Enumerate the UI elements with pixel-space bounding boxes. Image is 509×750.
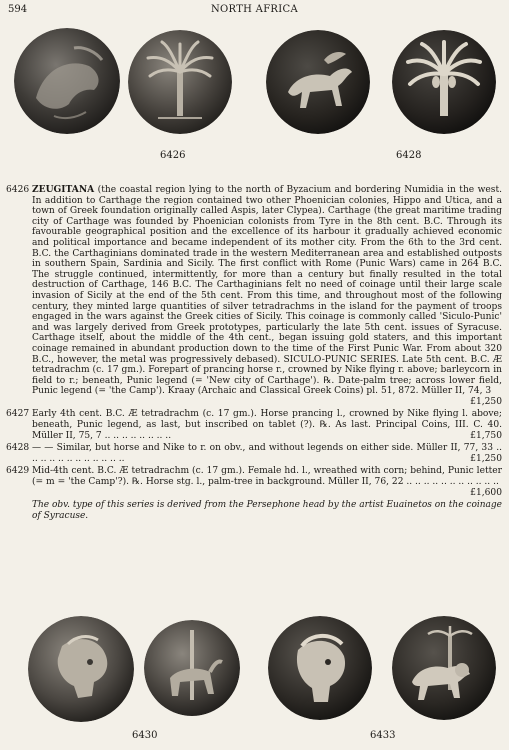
- coin-6430-obverse-image: [28, 616, 134, 722]
- series-caption: The obv. type of this series is derived from the Persephone head by the artist Euainetos on the coinage of Syracuse.: [32, 500, 502, 521]
- plate-label-6433: 6433: [370, 730, 396, 741]
- coin-6426-reverse-image: [128, 30, 232, 134]
- entry-number: 6429: [6, 466, 30, 477]
- entry-price: £1,750: [470, 430, 502, 441]
- catalogue-entry: [6, 409, 502, 441]
- coin-6428-obverse-image: [266, 30, 370, 134]
- catalogue-entry: [6, 443, 502, 464]
- coin-6428-reverse-image: [392, 30, 496, 134]
- catalogue-entry: [6, 185, 502, 407]
- entry-text: (the coastal region lying to the north of Byzacium and bordering Numidia in the west. In addition to Carthage the region contained two other Phoenician colonies, Hippo and Utica, and a town of Greek foundation originally called Aspis, later Clypea). Carthage (the great maritime trading city of Carthage was founded by Phoenician colonists from Tyre in the 8th cent. B.C. Through its favourable geographical position and the excellence of its harbour it gradually achieved economic and political importance and became independent of its mother city. From the 6th to the 3rd cent. B.C. the Carthaginians dominated trade in the western Mediterranean area and established outposts in southern Spain, Sardinia and Sicily. The first conflict with Rome (Punic Wars) came in 264 B.C. The struggle continued, intermittently, for more than a century but finally resulted in the total destruction of Carthage, 146 B.C. The Carthaginians felt no need of coinage until their large scale invasion of Sicily at the end of the 5th cent. From this time, and throughout most of the following century, they minted large quantities of silver tetradrachms in the island for the payment of troops engaged in the wars against the Greek cities of Sicily. This coinage is commonly called 'Siculo-Punic' and was largely derived from Greek prototypes, particularly the late 5th cent. issues of Syracuse. Carthage itself, about the middle of the 4th cent., began issuing gold staters, and this important coinage remained in abundant production down to the time of the First Punic War. From about 320 B.C., however, the metal was progressively debased). SICULO-PUNIC SERIES. Late 5th cent. B.C. Æ tetradrachm (c. 17 gm.). Forepart of prancing horse r., crowned by Nike flying r. above; barleycorn in field to r.; beneath, Punic legend (= 'New city of Carthage'). ℞. Date-palm tree; across lower field, Punic legend (= 'the Camp'). Kraay (Archaic and Classical Greek Coins) pl. 51, 872. Müller II, 74, 3: [32, 185, 502, 397]
- entry-text: — — Similar, but horse and Nike to r. on obv., and without legends on either side. Müller II, 77, 33 .. .. .. .. .. .. .. .. .. .. .. ..: [32, 443, 502, 464]
- coin-6433-obverse-image: [268, 616, 372, 720]
- catalogue-text: [6, 185, 502, 521]
- plate-label-6426: 6426: [160, 150, 186, 161]
- running-title: NORTH AFRICA: [211, 4, 298, 15]
- plate-label-6428: 6428: [396, 150, 422, 161]
- entry-text: Mid-4th cent. B.C. Æ tetradrachm (c. 17 gm.). Female hd. l., wreathed with corn; behind, Punic letter (= m = 'the Camp'?). ℞. Horse stg. l., palm-tree in background. Müller II, 76, 22 .. .. .. .. .. .. .. .. .. .. ..: [32, 466, 502, 488]
- entry-number: 6426: [6, 185, 30, 195]
- entry-number: 6427: [6, 409, 30, 420]
- entry-price: £1,250: [470, 396, 502, 407]
- entry-heading: ZEUGITANA: [32, 184, 95, 195]
- entry-text: Early 4th cent. B.C. Æ tetradrachm (c. 17 gm.). Horse prancing l., crowned by Nike flying l. above; beneath, Punic legend, as last, but inscribed on tablet (?). ℞. As last. Principal Coins, III. C. 40. Müller II, 75, 7 .. .. .. .. .. .. .. ..: [32, 409, 502, 441]
- plate-label-6430: 6430: [132, 730, 158, 741]
- coin-6433-reverse-image: [392, 616, 496, 720]
- page-number: 594: [8, 4, 28, 15]
- coin-6430-reverse-image: [144, 620, 240, 716]
- entry-price: £1,250: [470, 453, 502, 464]
- entry-price: £1,600: [470, 487, 502, 498]
- page-header: [0, 4, 509, 18]
- catalogue-entry: [6, 466, 502, 498]
- entry-number: 6428: [6, 443, 30, 454]
- coin-6426-obverse-image: [14, 28, 120, 134]
